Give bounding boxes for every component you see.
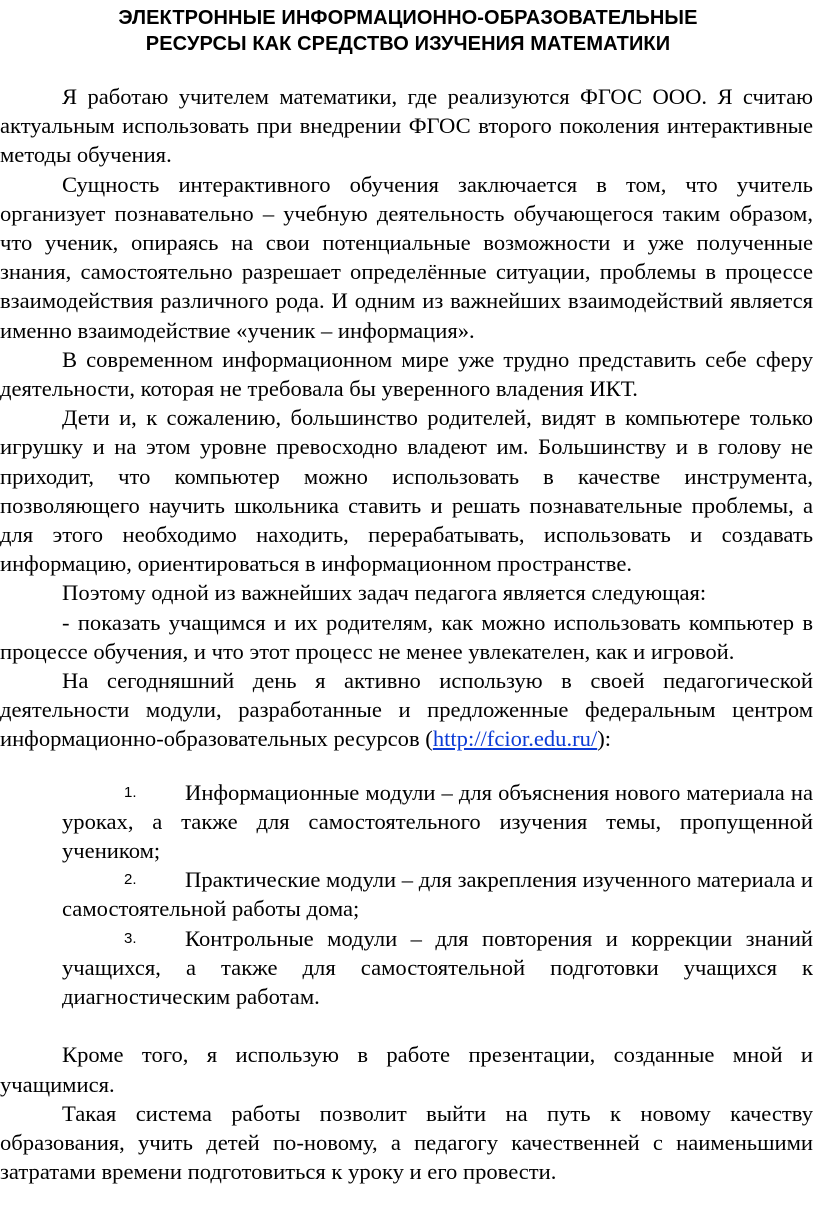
paragraph-modules — [0, 666, 813, 754]
list-item-text: Практические модули – для закрепления изученного материала и самостоятельной работы дома; — [62, 867, 813, 922]
paragraph-conclusion: Такая система работы позволит выйти на путь к новому качеству образования, учить детей по-новому, а педагогу качественней с наименьшими затратами времени подготовиться к уроку и его провести. — [0, 1100, 813, 1185]
list-item-number: 3. — [124, 929, 137, 947]
fcior-link[interactable]: http://fcior.edu.ru/ — [432, 726, 598, 752]
title-line-1: ЭЛЕКТРОННЫЕ ИНФОРМАЦИОННО-ОБРАЗОВАТЕЛЬНЫЕ — [118, 7, 698, 29]
paragraph-task: Поэтому одной из важнейших задач педагога является следующая: — [62, 580, 707, 606]
document-body — [0, 82, 813, 1186]
paragraph-children-computers: Дети и, к сожалению, большинство родителей, видят в компьютере только игрушку и на этом уровне превосходно владеют им. Большинству и в голову не приходит, что компьютер можно использовать в качестве инструмента, позволяющего научить школьника ставить и решать познавательные проблемы, а для этого необходимо находить, перерабатывать, использовать и создавать информацию, ориентироваться в информационном пространстве. — [0, 405, 813, 577]
modules-text: На сегодняшний день я активно использую в своей педагогической деятельности модули, разработанные и предложенные федеральным центром информационно-образовательных ресурсов ( — [0, 668, 813, 752]
paragraph-show-parents: - показать учащимся и их родителям, как можно использовать компьютер в процессе обучения, и что этот процесс не менее увлекателен, как и игровой. — [0, 609, 813, 664]
paragraph-ict: В современном информационном мире уже трудно представить себе сферу деятельности, которая не требовала бы уверенного владения ИКТ. — [0, 346, 813, 402]
list-item-number: 1. — [124, 783, 137, 801]
paragraph-presentations: Кроме того, я использую в работе презентации, созданные мной и учащимися. — [0, 1042, 813, 1097]
list-item — [0, 865, 813, 923]
list-item-number: 2. — [124, 871, 137, 889]
modules-text-end: ): — [597, 726, 612, 752]
list-item — [0, 924, 813, 1012]
title-line-2: РЕСУРСЫ КАК СРЕДСТВО ИЗУЧЕНИЯ МАТЕМАТИКИ — [145, 33, 671, 55]
page-title — [0, 5, 816, 57]
paragraph-intro: Я работаю учителем математики, где реализуются ФГОС ООО. Я считаю актуальным использовать при внедрении ФГОС второго поколения интерактивные методы обучения. — [0, 84, 813, 168]
paragraph-interactive-learning: Сущность интерактивного обучения заключается в том, что учитель организует познавательно – учебную деятельность обучающегося таким образом, что ученик, опираясь на свои потенциальные возможности и уже полученные знания, самостоятельно разрешает определённые ситуации, проблемы в процессе взаимодействия различного рода. И одним из важнейших взаимодействий является именно взаимодействие «ученик – информация». — [0, 171, 813, 343]
list-item-text: Контрольные модули – для повторения и коррекции знаний учащихся, а также для самостоятельной подготовки учащихся к диагностическим работам. — [62, 925, 813, 1010]
modules-list — [0, 778, 813, 1012]
list-item — [0, 778, 813, 866]
list-item-text: Информационные модули – для объяснения нового материала на уроках, а также для самостоятельного изучения темы, пропущенной учеником; — [62, 779, 813, 864]
